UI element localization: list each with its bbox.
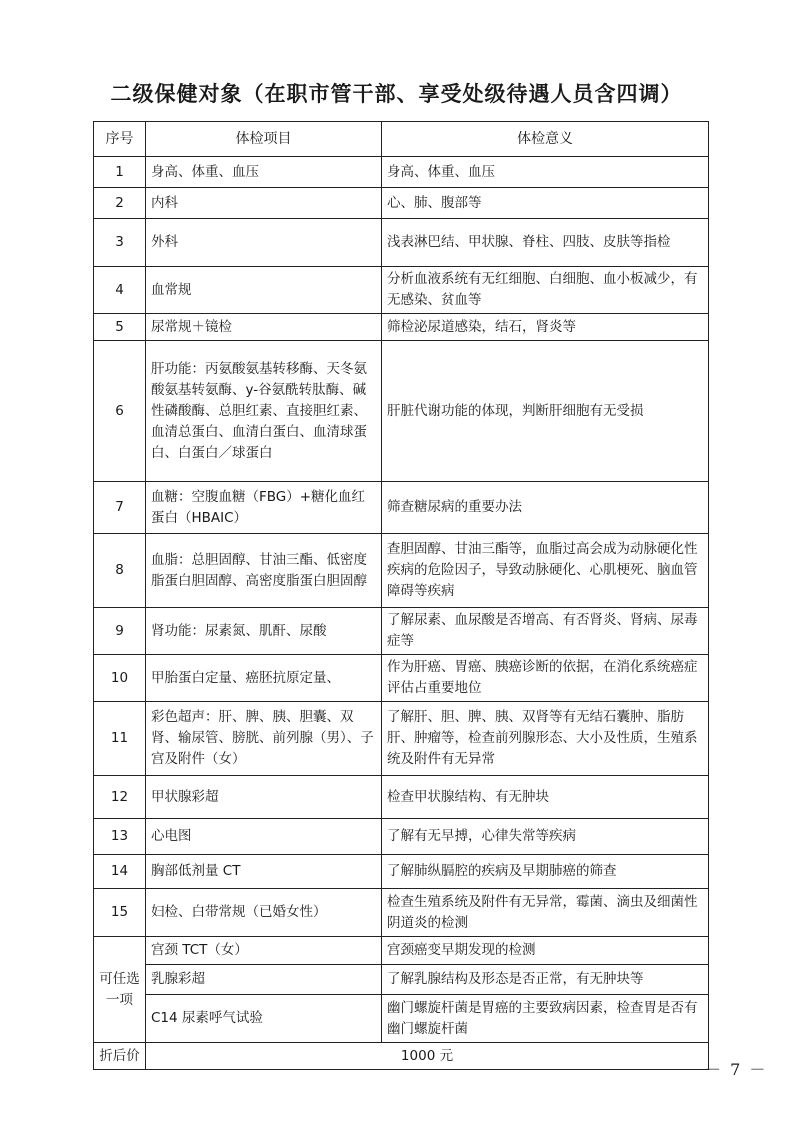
row-meaning: 检查甲状腺结构、有无肿块 bbox=[382, 776, 709, 819]
row-num: 13 bbox=[94, 819, 146, 855]
table-row bbox=[94, 608, 709, 655]
row-meaning: 宫颈癌变早期发现的检测 bbox=[382, 937, 709, 965]
row-num: 7 bbox=[94, 482, 146, 534]
table-row bbox=[94, 341, 709, 482]
row-meaning: 检查生殖系统及附件有无异常，霉菌、滴虫及细菌性阴道炎的检测 bbox=[382, 889, 709, 937]
row-num: 5 bbox=[94, 314, 146, 341]
row-meaning: 了解尿素、血尿酸是否增高、有否肾炎、肾病、尿毒症等 bbox=[382, 608, 709, 655]
row-item: 肾功能：尿素氮、肌酐、尿酸 bbox=[146, 608, 382, 655]
row-num: 3 bbox=[94, 219, 146, 267]
row-meaning: 心、肺、腹部等 bbox=[382, 188, 709, 219]
table-row bbox=[94, 267, 709, 314]
row-meaning: 了解乳腺结构及形态是否正常，有无肿块等 bbox=[382, 965, 709, 995]
table-row-optional bbox=[94, 965, 709, 995]
table-row bbox=[94, 819, 709, 855]
row-item: 胸部低剂量 CT bbox=[146, 855, 382, 889]
row-item: 外科 bbox=[146, 219, 382, 267]
row-meaning: 筛检泌尿道感染，结石，肾炎等 bbox=[382, 314, 709, 341]
row-meaning: 浅表淋巴结、甲状腺、脊柱、四肢、皮肤等指检 bbox=[382, 219, 709, 267]
table-row bbox=[94, 655, 709, 702]
row-meaning: 肝脏代谢功能的体现，判断肝细胞有无受损 bbox=[382, 341, 709, 482]
row-item: 尿常规＋镜检 bbox=[146, 314, 382, 341]
row-meaning: 幽门螺旋杆菌是胃癌的主要致病因素，检查胃是否有幽门螺旋杆菌 bbox=[382, 995, 709, 1043]
row-item: 宫颈 TCT（女） bbox=[146, 937, 382, 965]
row-item: 甲状腺彩超 bbox=[146, 776, 382, 819]
row-num: 11 bbox=[94, 702, 146, 776]
table-row bbox=[94, 889, 709, 937]
price-label: 折后价 bbox=[94, 1043, 146, 1070]
row-meaning: 身高、体重、血压 bbox=[382, 157, 709, 188]
table-row bbox=[94, 534, 709, 608]
table-row bbox=[94, 314, 709, 341]
price-value: 1000 元 bbox=[146, 1043, 709, 1070]
optional-label: 可任选一项 bbox=[94, 937, 146, 1043]
row-item: 彩色超声：肝、脾、胰、胆囊、双肾、输尿管、膀胱、前列腺（男）、子宫及附件（女） bbox=[146, 702, 382, 776]
row-meaning: 作为肝癌、胃癌、胰癌诊断的依据，在消化系统癌症评估占重要地位 bbox=[382, 655, 709, 702]
table-row-optional bbox=[94, 995, 709, 1043]
price-row bbox=[94, 1043, 709, 1070]
row-meaning: 了解有无早搏，心律失常等疾病 bbox=[382, 819, 709, 855]
row-num: 6 bbox=[94, 341, 146, 482]
header-item: 体检项目 bbox=[146, 122, 382, 157]
table-row bbox=[94, 219, 709, 267]
header-num: 序号 bbox=[94, 122, 146, 157]
row-meaning: 了解肝、胆、脾、胰、双肾等有无结石囊肿、脂肪肝、肿瘤等，检查前列腺形态、大小及性质，生殖系统及附件有无异常 bbox=[382, 702, 709, 776]
table-header-row bbox=[94, 122, 709, 157]
row-num: 8 bbox=[94, 534, 146, 608]
row-meaning: 筛查糖尿病的重要办法 bbox=[382, 482, 709, 534]
page-number: － 7 － bbox=[705, 1060, 768, 1079]
row-item: 内科 bbox=[146, 188, 382, 219]
row-item: C14 尿素呼气试验 bbox=[146, 995, 382, 1043]
row-item: 甲胎蛋白定量、癌胚抗原定量、 bbox=[146, 655, 382, 702]
row-num: 10 bbox=[94, 655, 146, 702]
row-meaning: 查胆固醇、甘油三酯等，血脂过高会成为动脉硬化性疾病的危险因子，导致动脉硬化、心肌梗死、脑血管障碍等疾病 bbox=[382, 534, 709, 608]
table-row bbox=[94, 855, 709, 889]
row-num: 4 bbox=[94, 267, 146, 314]
row-item: 肝功能：丙氨酸氨基转移酶、天冬氨酸氨基转氨酶、y-谷氨酰转肽酶、碱性磷酸酶、总胆红素、直接胆红素、血清总蛋白、血清白蛋白、血清球蛋白、白蛋白／球蛋白 bbox=[146, 341, 382, 482]
row-num: 14 bbox=[94, 855, 146, 889]
exam-table bbox=[93, 121, 709, 1070]
table-row bbox=[94, 482, 709, 534]
row-num: 1 bbox=[94, 157, 146, 188]
row-item: 身高、体重、血压 bbox=[146, 157, 382, 188]
row-num: 15 bbox=[94, 889, 146, 937]
table-row bbox=[94, 776, 709, 819]
table-row-optional bbox=[94, 937, 709, 965]
row-num: 12 bbox=[94, 776, 146, 819]
row-item: 妇检、白带常规（已婚女性） bbox=[146, 889, 382, 937]
row-meaning: 了解肺纵膈腔的疾病及早期肺癌的筛查 bbox=[382, 855, 709, 889]
row-item: 血糖：空腹血糖（FBG）+糖化血红蛋白（HBAIC） bbox=[146, 482, 382, 534]
row-item: 心电图 bbox=[146, 819, 382, 855]
row-num: 9 bbox=[94, 608, 146, 655]
page-title: 二级保健对象（在职市管干部、享受处级待遇人员含四调） bbox=[110, 82, 683, 106]
row-meaning: 分析血液系统有无红细胞、白细胞、血小板减少，有无感染、贫血等 bbox=[382, 267, 709, 314]
table-row bbox=[94, 702, 709, 776]
row-item: 血脂：总胆固醇、甘油三酯、低密度脂蛋白胆固醇、高密度脂蛋白胆固醇 bbox=[146, 534, 382, 608]
table-row bbox=[94, 188, 709, 219]
header-meaning: 体检意义 bbox=[382, 122, 709, 157]
row-item: 血常规 bbox=[146, 267, 382, 314]
table-row bbox=[94, 157, 709, 188]
row-num: 2 bbox=[94, 188, 146, 219]
row-item: 乳腺彩超 bbox=[146, 965, 382, 995]
